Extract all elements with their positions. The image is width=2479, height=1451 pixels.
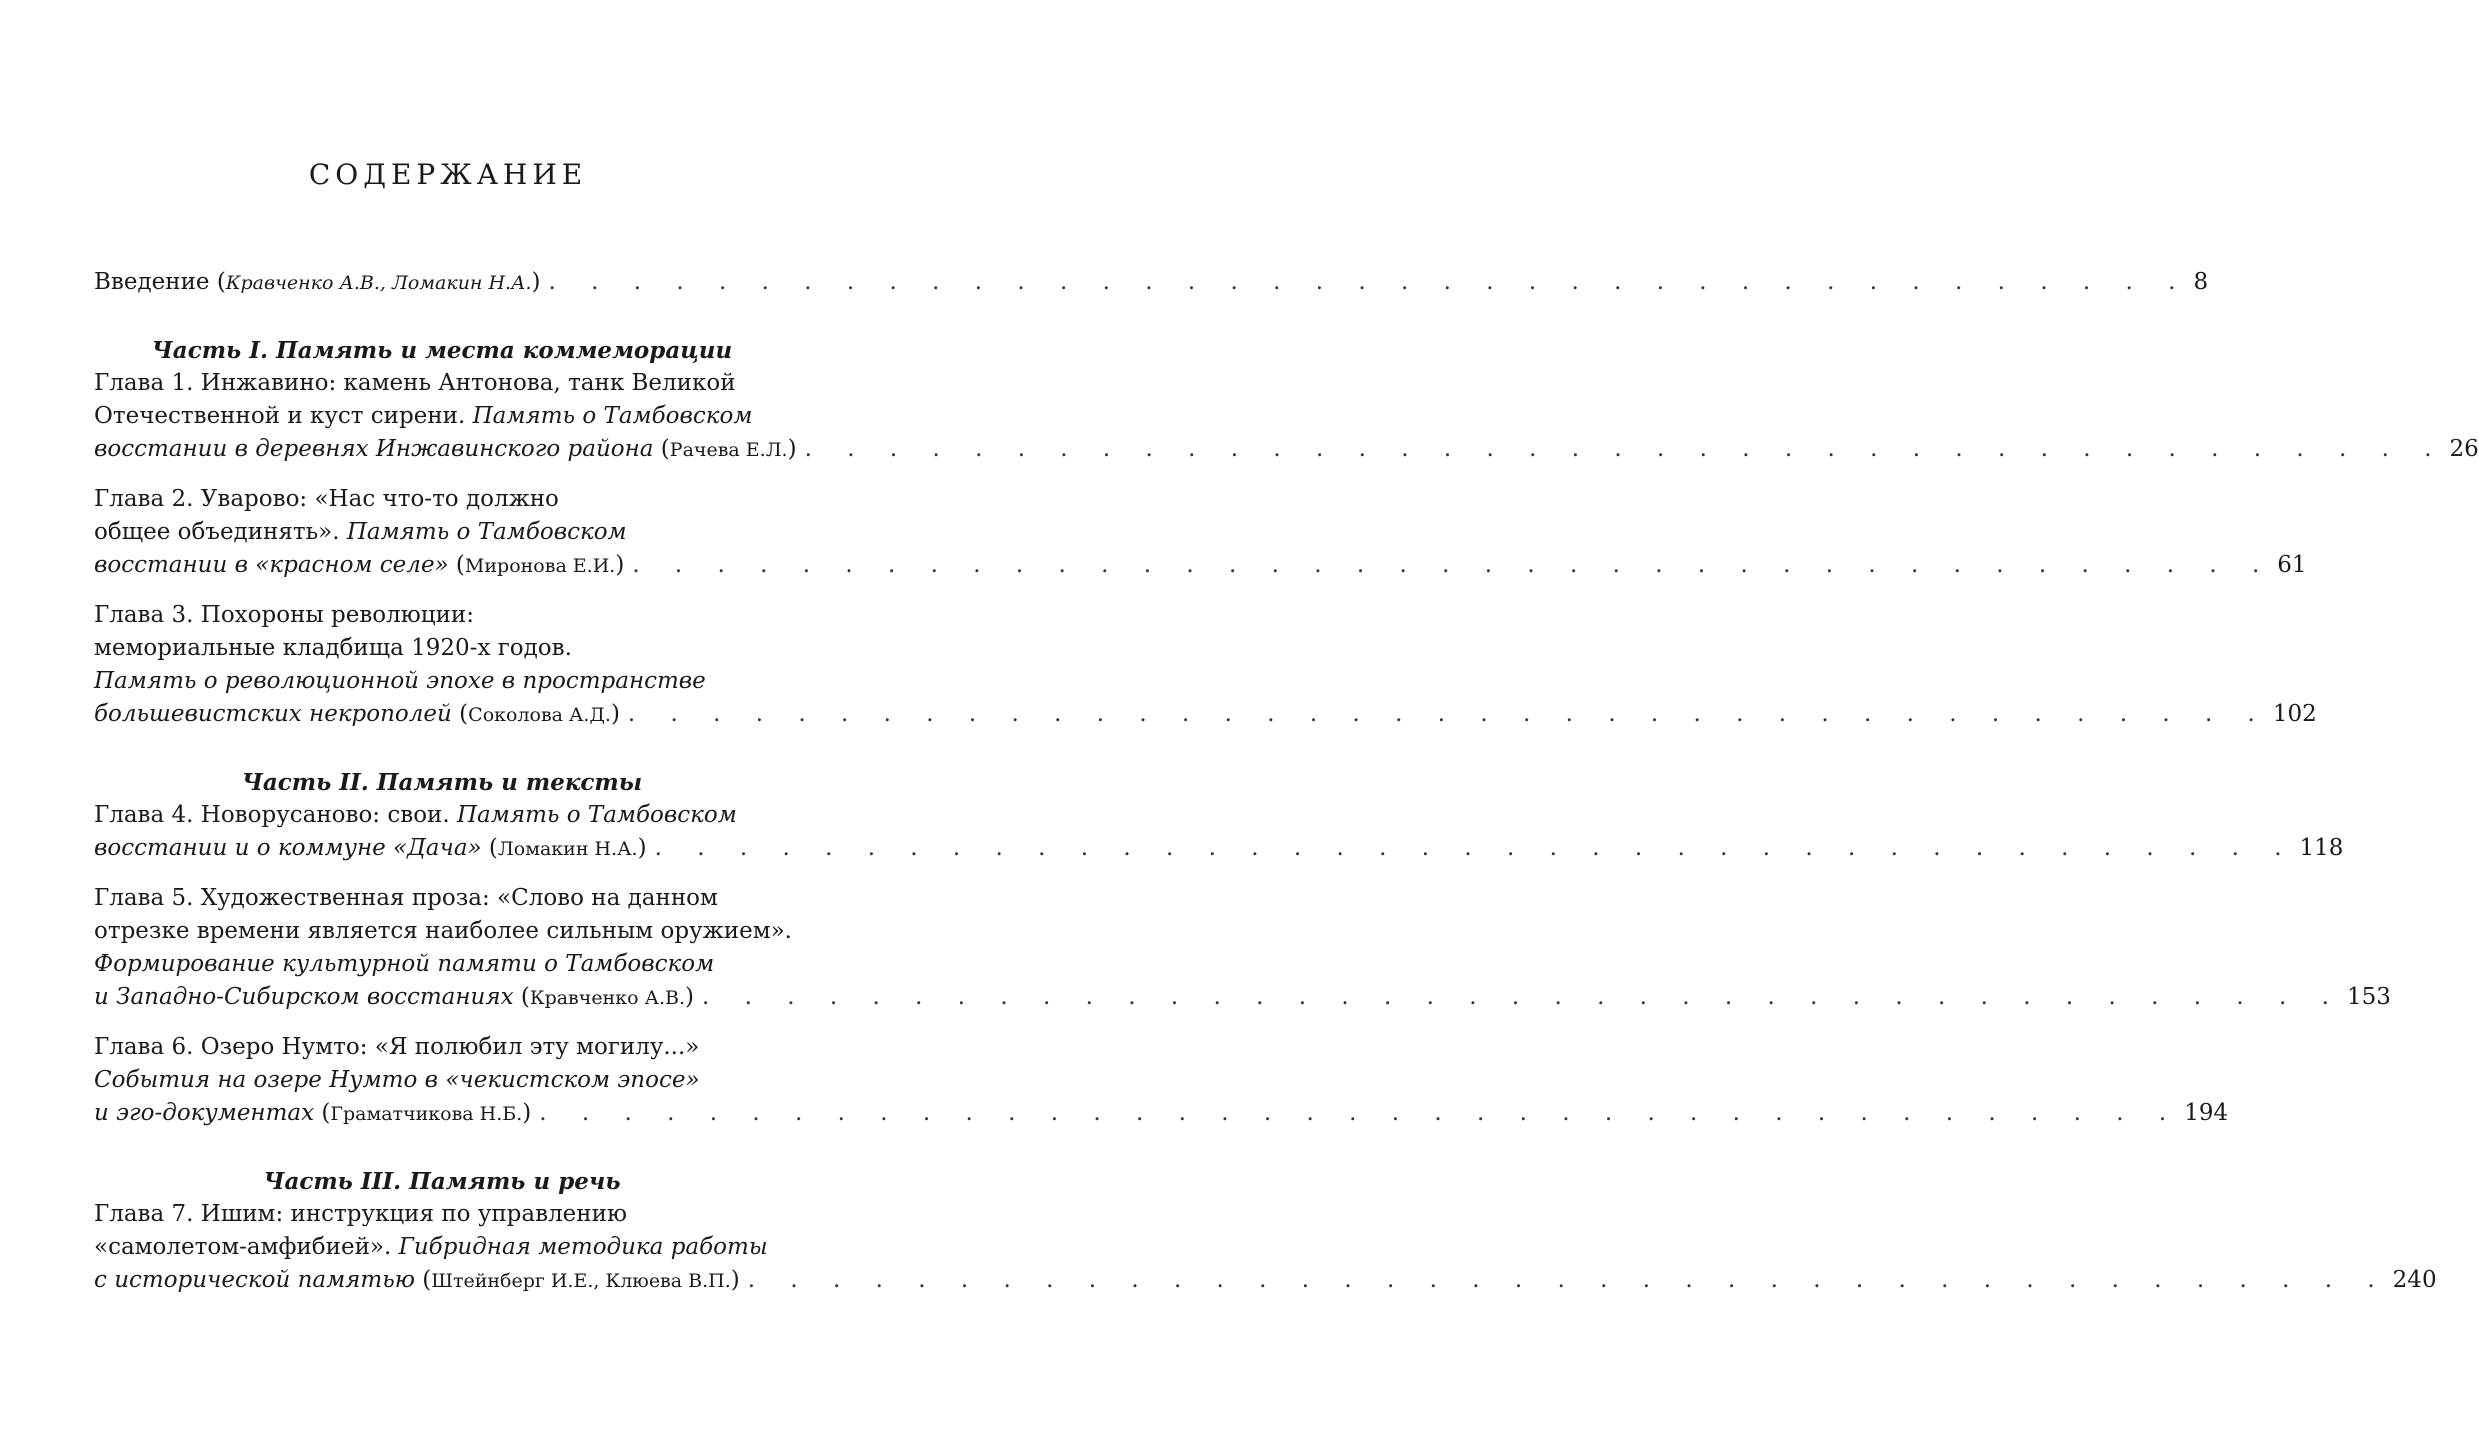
entry-line: Глава 6. Озеро Нумто: «Я полюбил эту могилу...» — [94, 1034, 700, 1060]
dot-leader: . . . . . . . . . . . . . . . . . . . . . . . . . . . . . . . . . . . . . . . — [804, 436, 2446, 462]
part-heading-2: Часть II. Память и тексты — [241, 769, 643, 796]
toc-entry-chapter-7[interactable]: Глава 7. Ишим: инструкция по управлению «самолетом-амфибией». Гибридная методика работы с исторической памятью (Штейнберг И.Е., Клюева В.П.) . . . . . . . . . . . . . . . . . . . . . . . . . . . . . . . . . . . . . . . 240 — [94, 1198, 790, 1298]
page-number: 102 — [2272, 701, 2317, 727]
toc-entry-introduction[interactable]: Введение (Кравченко А.В., Ломакин Н.А.) . . . . . . . . . . . . . . . . . . . . . . . . . . . . . . . . . . . . . . . 8 — [94, 266, 790, 300]
toc-entry-chapter-6[interactable]: Глава 6. Озеро Нумто: «Я полюбил эту могилу...» События на озере Нумто в «чекистском эпосе» и эго-документах (Граматчикова Н.Б.) . . . . . . . . . . . . . . . . . . . . . . . . . . . . . . . . . . . . . . . 194 — [94, 1031, 790, 1131]
entry-subtitle: Память о Тамбовском — [472, 403, 753, 429]
dot-leader: . . . . . . . . . . . . . . . . . . . . . . . . . . . . . . . . . . . . . . . — [539, 1100, 2181, 1126]
page-number: 153 — [2346, 984, 2391, 1010]
entry-subtitle: восстании в «красном селе» — [94, 552, 449, 578]
entry-title: Введение — [94, 269, 210, 295]
entry-subtitle: Память о революционной эпохе в пространстве — [94, 668, 706, 694]
entry-subtitle: и Западно-Сибирском восстаниях — [94, 984, 514, 1010]
entry-line: мемориальные кладбища 1920-х годов. — [94, 635, 572, 661]
table-of-contents — [94, 266, 2479, 1298]
entry-line: общее объединять». — [94, 519, 347, 545]
entry-line: Глава 5. Художественная проза: «Слово на данном — [94, 885, 718, 911]
entry-line: Отечественной и куст сирени. — [94, 403, 473, 429]
entry-line: Глава 2. Уварово: «Нас что-то должно — [94, 486, 559, 512]
entry-authors: Ломакин Н.А. — [497, 838, 638, 860]
entry-line: «самолетом-амфибией». — [94, 1234, 399, 1260]
entry-authors: Рачева Е.Л. — [669, 439, 788, 461]
entry-subtitle: Память о Тамбовском — [457, 802, 737, 828]
entry-subtitle: и эго-документах — [94, 1100, 315, 1126]
entry-subtitle: События на озере Нумто в «чекистском эпосе» — [94, 1067, 700, 1093]
entry-line: Глава 7. Ишим: инструкция по управлению — [94, 1201, 627, 1227]
entry-subtitle: Гибридная методика работы — [398, 1234, 768, 1260]
page-title: СОДЕРЖАНИЕ — [308, 158, 588, 191]
entry-line: Глава 1. Инжавино: камень Антонова, танк Великой — [94, 370, 736, 396]
part-heading-1: Часть I. Память и места коммеморации — [151, 337, 733, 364]
dot-leader: . . . . . . . . . . . . . . . . . . . . . . . . . . . . . . . . . . . . . . . — [654, 835, 2296, 861]
entry-authors: Миронова Е.И. — [464, 555, 616, 577]
page-number: 194 — [2184, 1100, 2229, 1126]
dot-leader: . . . . . . . . . . . . . . . . . . . . . . . . . . . . . . . . . . . . . . . — [627, 701, 2269, 727]
entry-subtitle: большевистских некрополей — [94, 701, 452, 727]
entry-subtitle: Формирование культурной памяти о Тамбовском — [94, 951, 715, 977]
entry-authors: Кравченко А.В. — [529, 987, 686, 1009]
entry-subtitle: восстании и о коммуне «Дача» — [94, 835, 482, 861]
page-number: 26 — [2449, 436, 2479, 462]
page-number: 240 — [2392, 1267, 2437, 1293]
entry-authors: Соколова А.Д. — [468, 704, 611, 726]
entry-line: Глава 3. Похороны революции: — [94, 602, 474, 628]
entry-authors: Кравченко А.В., Ломакин Н.А. — [225, 272, 532, 294]
part-heading-3: Часть III. Память и речь — [263, 1168, 621, 1195]
toc-entry-chapter-3[interactable]: Глава 3. Похороны революции: мемориальные кладбища 1920-х годов. Память о революционной эпохе в пространстве большевистских некрополей (Соколова А.Д.) . . . . . . . . . . . . . . . . . . . . . . . . . . . . . . . . . . . . . . . 102 — [94, 599, 790, 732]
toc-entry-chapter-5[interactable]: Глава 5. Художественная проза: «Слово на данном отрезке времени является наиболее сильным оружием». Формирование культурной памяти о Тамбовском и Западно-Сибирском восстаниях (Кравченко А.В.) . . . . . . . . . . . . . . . . . . . . . . . . . . . . . . . . . . . . . . . 153 — [94, 882, 790, 1015]
page-number: 118 — [2299, 835, 2344, 861]
page-number: 61 — [2277, 552, 2307, 578]
page-number: 8 — [2193, 269, 2209, 295]
entry-line: Глава 4. Новорусаново: свои. — [94, 802, 457, 828]
dot-leader: . . . . . . . . . . . . . . . . . . . . . . . . . . . . . . . . . . . . . . . — [747, 1267, 2389, 1293]
entry-subtitle: восстании в деревнях Инжавинского района — [94, 436, 654, 462]
toc-entry-chapter-2[interactable]: Глава 2. Уварово: «Нас что-то должно общее объединять». Память о Тамбовском восстании в «красном селе» (Миронова Е.И.) . . . . . . . . . . . . . . . . . . . . . . . . . . . . . . . . . . . . . . . 61 — [94, 483, 790, 583]
entry-authors: Штейнберг И.Е., Клюева В.П. — [431, 1270, 731, 1292]
entry-subtitle: с исторической памятью — [94, 1267, 415, 1293]
entry-authors: Граматчикова Н.Б. — [330, 1103, 523, 1125]
toc-entry-chapter-4[interactable]: Глава 4. Новорусаново: свои. Память о Тамбовском восстании и о коммуне «Дача» (Ломакин Н.А.) . . . . . . . . . . . . . . . . . . . . . . . . . . . . . . . . . . . . . . . 118 — [94, 799, 790, 866]
toc-entry-chapter-1[interactable]: Глава 1. Инжавино: камень Антонова, танк Великой Отечественной и куст сирени. Память о Тамбовском восстании в деревнях Инжавинского района (Рачева Е.Л.) . . . . . . . . . . . . . . . . . . . . . . . . . . . . . . . . . . . . . . . 26 — [94, 367, 790, 467]
dot-leader: . . . . . . . . . . . . . . . . . . . . . . . . . . . . . . . . . . . . . . . — [702, 984, 2343, 1010]
dot-leader: . . . . . . . . . . . . . . . . . . . . . . . . . . . . . . . . . . . . . . . — [548, 269, 2190, 295]
entry-line: отрезке времени является наиболее сильным оружием». — [94, 918, 792, 944]
entry-subtitle: Память о Тамбовском — [346, 519, 627, 545]
dot-leader: . . . . . . . . . . . . . . . . . . . . . . . . . . . . . . . . . . . . . . . — [632, 552, 2274, 578]
